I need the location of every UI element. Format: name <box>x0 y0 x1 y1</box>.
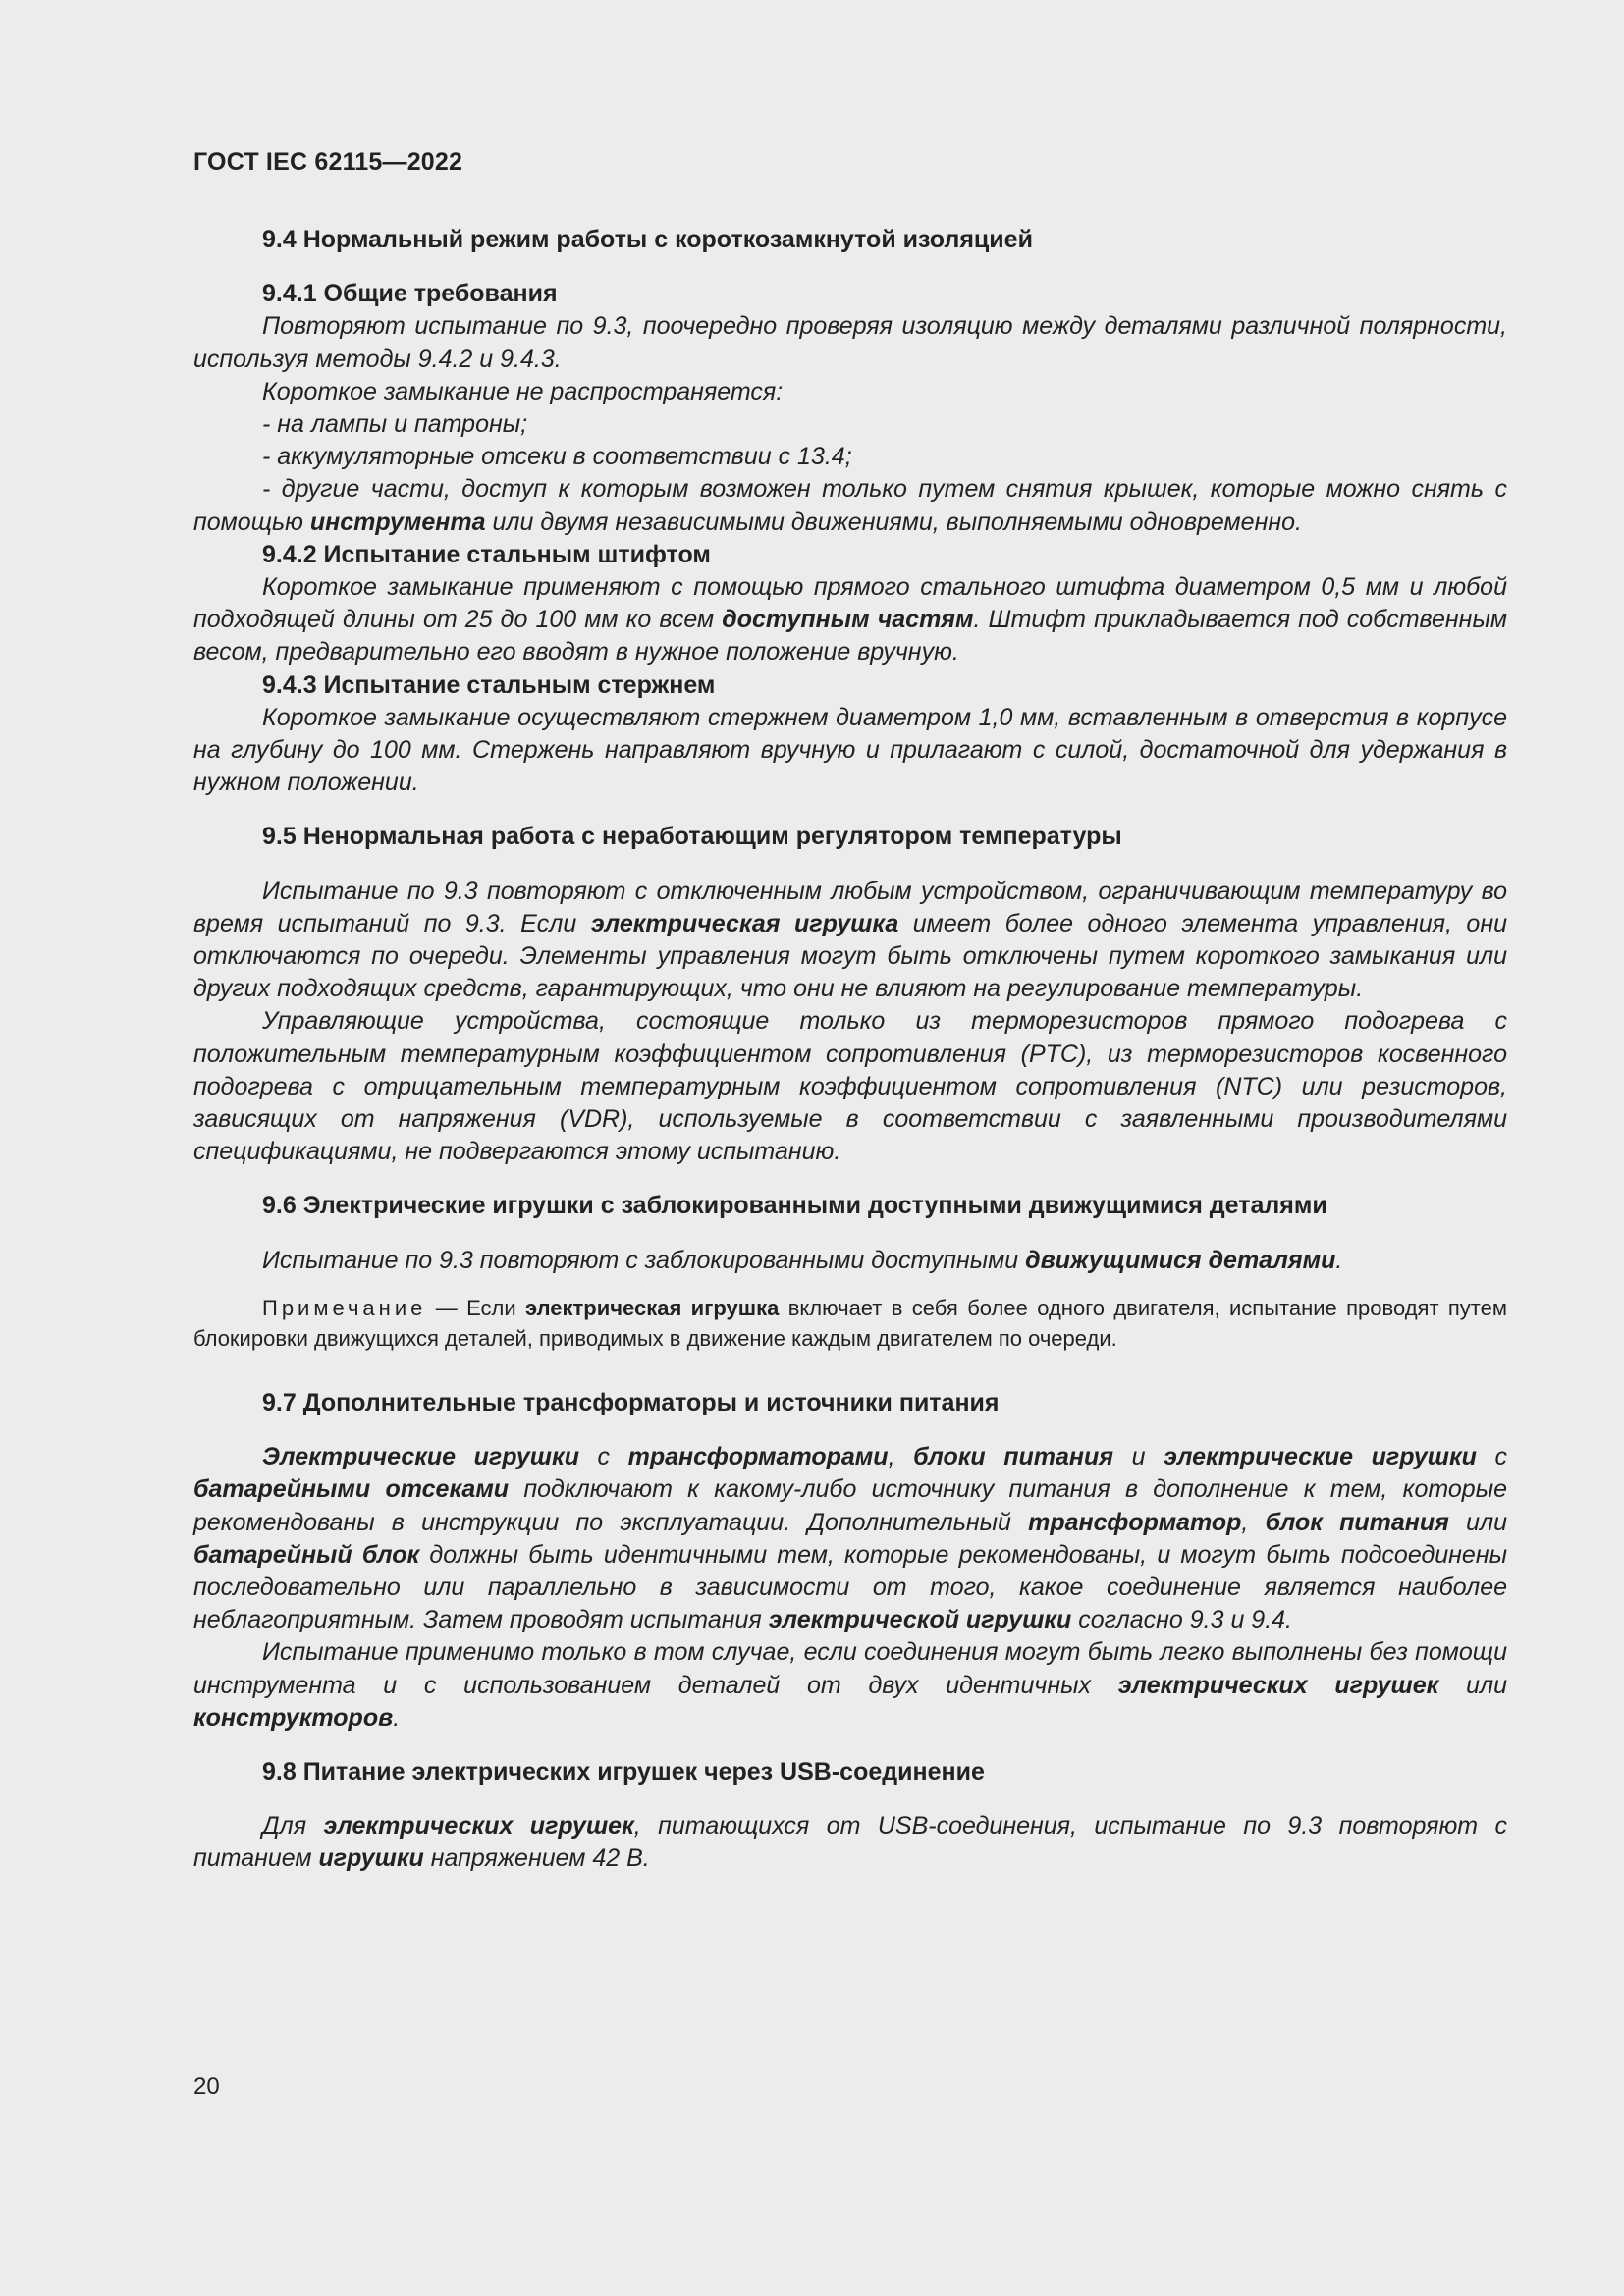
bold-term: электрической игрушки <box>768 1606 1072 1634</box>
section-9-5-paragraph-2: Управляющие устройства, состоящие только из терморезисторов прямого подогрева с положительным температурным коэффициентом сопротивления (PTC), из терморезисторов косвенного подогрева с отрицательным температурным коэффициентом сопротивления (NTC) или резисторов, зависящих от напряжения (VDR), используемые в соответствии с заявленными производителями спецификациями, не подвергаются этому испытанию. <box>193 1007 1507 1166</box>
bold-term: батарейными отсеками <box>193 1475 510 1504</box>
bold-term: электрические игрушки <box>1164 1443 1477 1471</box>
section-9-4-3-paragraph: Короткое замыкание осуществляют стержнем диаметром 1,0 мм, вставленным в отверстия в корпусе на глубину до 100 мм. Стержень направляют вручную и прилагают с силой, достаточной для удержания в нужном положении. <box>193 703 1507 797</box>
term-moving-parts: движущимися деталями <box>1025 1246 1336 1274</box>
text-run: . Штифт прикладывается под собственным весом, предварительно его вводят в нужное положение вручную. <box>193 606 1507 667</box>
text-run: — Если <box>426 1295 525 1320</box>
section-9-4-2-paragraph <box>193 571 1507 669</box>
text-run: включает в себя более одного двигателя, испытание проводят путем блокировки движущихся деталей, приводимых в движение каждым двигателем по очереди. <box>193 1295 1507 1351</box>
text-run: должны быть идентичными тем, которые рекомендованы, и могут быть подсоединены последовательно или параллельно в зависимости от того, какое соединение является наиболее неблагоприятным. Затем проводят испытания <box>193 1540 1507 1634</box>
document-body <box>193 224 1507 1876</box>
text-run: . <box>393 1703 401 1732</box>
bold-term: блоки питания <box>913 1443 1114 1471</box>
term-electric-toy: электрическая игрушка <box>525 1295 780 1320</box>
term-accessible-parts: доступным частям <box>722 606 974 634</box>
text-run: , питающихся от USB-соединения, испытание по 9.3 повторяют с питанием <box>193 1812 1507 1873</box>
text-run: или двумя независимыми движениями, выполняемыми одновременно. <box>485 507 1302 536</box>
section-9-7-paragraph-1 <box>193 1441 1507 1636</box>
section-9-4-1-paragraph-1: Повторяют испытание по 9.3, поочередно проверяя изоляцию между деталями различной полярности, используя методы 9.4.2 и 9.4.3. <box>193 312 1507 373</box>
bold-term: Электрические игрушки <box>262 1443 579 1471</box>
text-run: или <box>1438 1671 1507 1699</box>
text-run: или <box>1448 1508 1507 1536</box>
bold-term: блок питания <box>1265 1508 1449 1536</box>
section-9-8-paragraph <box>193 1810 1507 1875</box>
text-run: напряжением 42 В. <box>423 1844 650 1873</box>
text-run: - другие части, доступ к которым возможен только путем снятия крышек, которые можно снять с помощью <box>193 475 1507 536</box>
text-run: и <box>1113 1443 1164 1471</box>
text-run: имеет более одного элемента управления, они отключаются по очереди. Элементы управления могут быть отключены путем короткого замыкания или других подходящих средств, гарантирующих, что они не влияют на регулирование температуры. <box>193 909 1507 1003</box>
section-9-8-title: 9.8 Питание электрических игрушек через USB-соединение <box>262 1757 985 1786</box>
text-run: Испытание по 9.3 повторяют с отключенным любым устройством, ограничивающим температуру во время испытаний по 9.3. Если <box>193 877 1507 937</box>
running-header: ГОСТ IEC 62115—2022 <box>193 148 463 176</box>
section-9-5-title: 9.5 Ненормальная работа с неработающим регулятором температуры <box>262 823 1122 851</box>
text-run: . <box>1335 1246 1343 1274</box>
text-run: Испытание по 9.3 повторяют с заблокированными доступными <box>262 1246 1026 1274</box>
section-9-4-2-title: 9.4.2 Испытание стальным штифтом <box>262 540 711 568</box>
bold-term: трансформаторами <box>627 1443 889 1471</box>
text-run: Для <box>262 1812 324 1841</box>
text-run: Испытание применимо только в том случае, если соединения могут быть легко выполнены без помощи инструмента и с использованием деталей от двух идентичных <box>193 1638 1507 1699</box>
section-9-5-paragraph-1 <box>193 876 1507 1006</box>
text-run: , <box>1241 1508 1266 1536</box>
section-9-4-1-paragraph-2: Короткое замыкание не распространяется: <box>262 377 784 405</box>
section-9-4-1-title: 9.4.1 Общие требования <box>262 280 558 308</box>
exclusion-item-2: - аккумуляторные отсеки в соответствии с 13.4; <box>262 443 852 471</box>
text-run: Короткое замыкание применяют с помощью прямого стального штифта диаметром 0,5 мм и любой подходящей длины от 25 до 100 мм ко всем <box>193 573 1507 634</box>
section-9-6-title: 9.6 Электрические игрушки с заблокированными доступными движущимися деталями <box>262 1192 1327 1220</box>
bold-term: игрушки <box>318 1844 424 1873</box>
text-run: , <box>888 1443 914 1471</box>
bold-term: батарейный блок <box>193 1540 420 1569</box>
bold-term: конструкторов <box>193 1703 394 1732</box>
exclusion-item-3 <box>193 473 1507 538</box>
exclusion-item-1: - на лампы и патроны; <box>262 410 528 439</box>
section-9-7-paragraph-2 <box>193 1636 1507 1735</box>
term-electric-toy: электрическая игрушка <box>590 909 899 937</box>
section-9-4-3-title: 9.4.3 Испытание стальным стержнем <box>262 670 716 699</box>
text-run: с <box>1476 1443 1507 1471</box>
bold-term: электрических игрушек <box>323 1812 634 1841</box>
text-run: подключают к какому-либо источнику питания в дополнение к тем, которые рекомендованы в инструкции по эксплуатации. Дополнительный <box>193 1475 1507 1536</box>
page-number: 20 <box>193 2073 220 2100</box>
section-9-4-title: 9.4 Нормальный режим работы с короткозамкнутой изоляцией <box>262 226 1033 253</box>
note-label: Примечание <box>262 1295 427 1320</box>
term-tool: инструмента <box>309 507 486 536</box>
text-run: согласно 9.3 и 9.4. <box>1071 1606 1293 1634</box>
bold-term: электрических игрушек <box>1117 1671 1439 1699</box>
section-9-6-paragraph <box>193 1245 1507 1277</box>
section-9-7-title: 9.7 Дополнительные трансформаторы и источники питания <box>262 1388 1000 1416</box>
bold-term: трансформатор <box>1028 1508 1242 1536</box>
text-run: с <box>578 1443 628 1471</box>
section-9-6-note <box>193 1293 1507 1354</box>
